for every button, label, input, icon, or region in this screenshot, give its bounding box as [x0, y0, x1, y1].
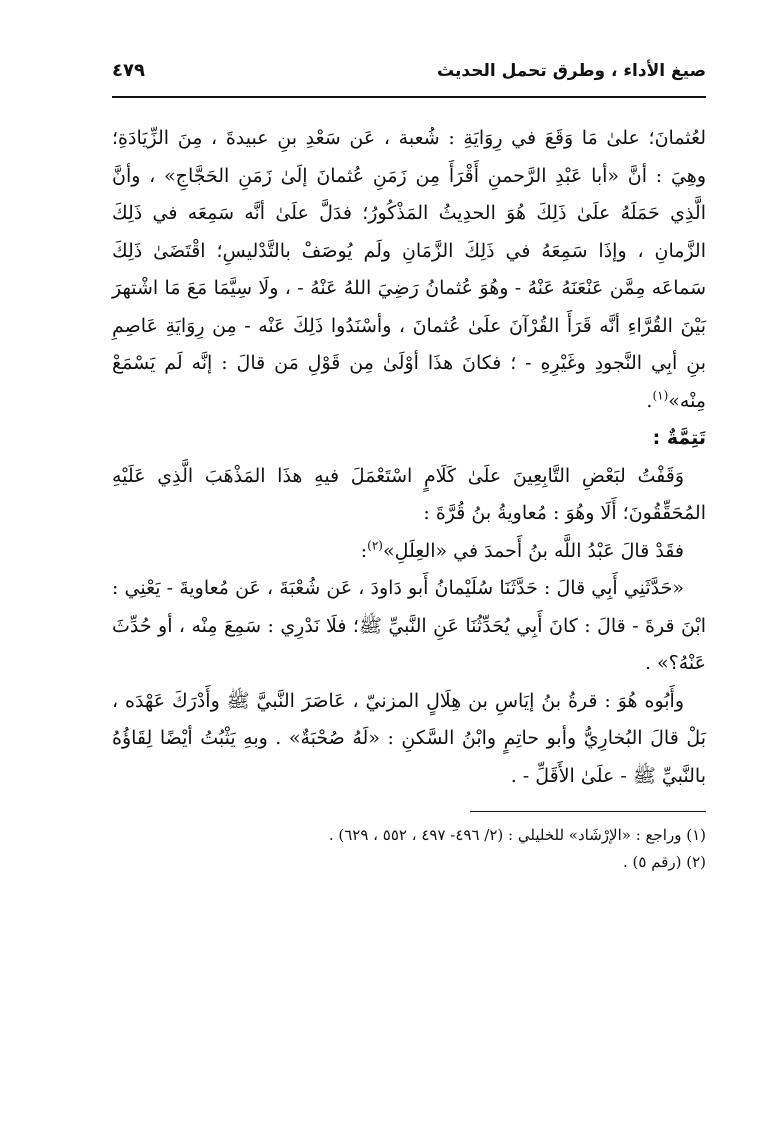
paragraph-1 [112, 120, 706, 420]
running-title: صيغ الأداء ، وطرق تحمل الحديث [437, 61, 706, 81]
running-header [112, 60, 706, 92]
paragraph-3-end: : [360, 539, 368, 562]
footnote-rule [470, 811, 706, 812]
book-page [112, 60, 706, 876]
footnotes [112, 822, 706, 876]
footnote-2: (٢) (رقم ٥) . [622, 853, 706, 871]
paragraph-1-text: لعُثمانَ؛ علىٰ مَا وَقَعَ في رِوَايَةِ : شُعبة ، عَن سَعْدِ بنِ عبيدةَ ، مِنَ الزِّيَادَةِ؛ وهِيَ : أنَّ «أبا عَبْدِ الرَّحمنِ أَقْرَأَ مِن زَمَنِ عُثمانَ إلَىٰ زَمَنِ الحَجَّاجِ» ، وأنَّ الَّذِي حَمَلَهُ علَىٰ ذَلِكَ هُوَ الحدِيثُ المَذْكُورُ؛ فدَلَّ علَىٰ أنَّه سَمِعَه في ذَلِكَ الزَّمانِ ، وإذَا سَمِعَهُ في ذَلِكَ الزَّمَانِ ولَم يُوصَفْ بالتَّدْليسِ؛ اقْتَضَىٰ ذَلِكَ سَماعَه مِمَّن عَنْعَنَهُ عَنْهُ - وهُوَ عُثمانُ رَضِيَ اللهُ عَنْهُ - ، ولَا سِيَّمَا مَعَ مَا اشْتهرَ بَيْنَ القُرَّاءِ أنَّه قَرَأَ القُرْآنَ علَىٰ عُثمانَ ، وأسْنَدُوا ذَلِكَ عَنْه - مِن رِوَايَةِ عَاصِمِ بنِ أبِي النَّجودِ وغَيْرِهِ - ؛ فكانَ هذَا أوْلَىٰ مِن قَوْلِ مَن قالَ : إنَّه لَم يَسْمَعْ مِنْه» [112, 127, 706, 412]
page-number: ٤٧٩ [112, 60, 145, 81]
footnote-ref-2: (٢) [367, 538, 383, 553]
footnote-ref-1: (١) [652, 388, 669, 403]
paragraph-1-end: . [646, 389, 653, 412]
paragraph-2: وَقَفْتُ لبَعْضِ التَّابِعِينَ علَىٰ كَلَامٍ اسْتَعْمَلَ فيهِ هذَا المَذْهَبَ الَّذِي عَلَيْهِ المُحَقِّقُونَ؛ أَلَا وهُوَ : مُعاويةُ بنُ قُرَّةَ : [112, 464, 706, 524]
main-text [112, 120, 706, 795]
paragraph-5: وأَبُوه هُوَ : قرةُ بنُ إيَاسِ بن هِلَالٍ المزنيّ ، عَاصَرَ النَّبيَّ ﷺ وأَدْرَكَ عَهْدَه ، بَلْ قالَ البُخارِيُّ وأبو حاتِمٍ وابْنُ السَّكنِ : «لَهُ صُحْبَةٌ» . وبهِ يَثْبُتُ أيْضًا لِقَاؤُهُ بالنَّبيِّ ﷺ - علَىٰ الأَقَلِّ - . [112, 689, 706, 787]
section-heading: تَتِمَّةٌ : [652, 427, 706, 449]
paragraph-3-text: فقَدْ قالَ عَبْدُ اللَّه بنُ أَحمدَ في «العِلَلِ» [382, 539, 684, 562]
paragraph-4: «حَدَّثَنِي أَبِي قالَ : حَدَّثَنَا سُلَيْمانُ أَبو دَاودَ ، عَن شُعْبَةَ ، عَن مُعاويةَ - يَعْنِي : ابْنَ قرةَ - قالَ : كانَ أَبِي يُحَدِّثُنَا عَنِ النَّبيِّ ﷺ؛ فلَا نَدْرِي : سَمِعَ مِنْه ، أو حُدِّثَ عَنْهُ؟» . [112, 577, 706, 674]
header-rule [112, 96, 706, 98]
paragraph-3 [112, 533, 706, 571]
footnote-1: (١) وراجع : «الإرْشَاد» للخليلي : (٢/ ٤٩٦- ٤٩٧ ، ٥٥٢ ، ٦٢٩) . [328, 826, 706, 844]
